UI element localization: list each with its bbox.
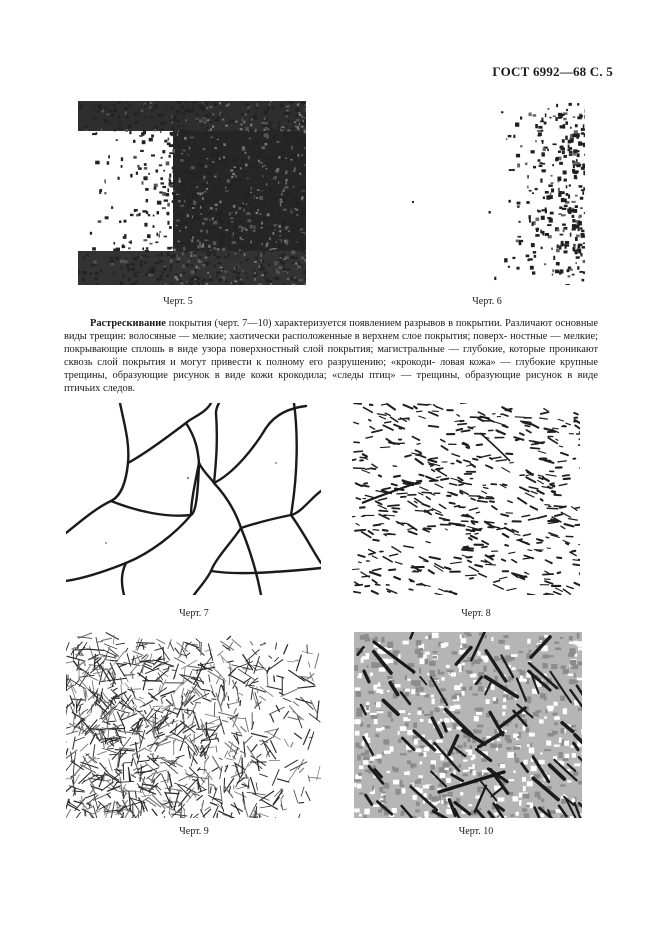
- figure-7-image: [66, 403, 321, 595]
- cracking-paragraph: [64, 318, 598, 395]
- figure-10-image: [354, 632, 582, 818]
- paragraph-body: покрытия (черт. 7—10) характеризуется появлением разрывов в покрытии. Различают основные виды трещин: волосяные — мелкие; хаотически расположенные в верхнем слое покрытия; поверх- ностные — мелкие; покрывающие сплошь в виде узора поверхностный слой покрытия; магистральные — глубокие, которые проникают сквозь слой покрытия и могут привести к полному его разрушению; «крокоди- ловая кожа» — глубокие крупные трещины, образующие рисунок в виде кожи крокодила; «следы птиц» — трещины, образующие рисунок в виде птичьих следов.: [64, 318, 598, 394]
- figure-10-caption: Черт. 10: [458, 826, 494, 837]
- page-header: ГОСТ 6992—68 С. 5: [492, 64, 613, 79]
- figure-9-image: [66, 632, 321, 818]
- figure-9-caption: Черт. 9: [179, 826, 209, 837]
- term-cracking: Растрескивание: [90, 318, 166, 329]
- figure-8-caption: Черт. 8: [461, 608, 491, 619]
- figure-7-caption: Черт. 7: [179, 608, 209, 619]
- figure-5-image: [78, 101, 306, 285]
- figure-5-caption: Черт. 5: [163, 296, 193, 307]
- figure-8-image: [352, 403, 580, 595]
- figure-6-image: [400, 101, 585, 285]
- figure-6-caption: Черт. 6: [472, 296, 502, 307]
